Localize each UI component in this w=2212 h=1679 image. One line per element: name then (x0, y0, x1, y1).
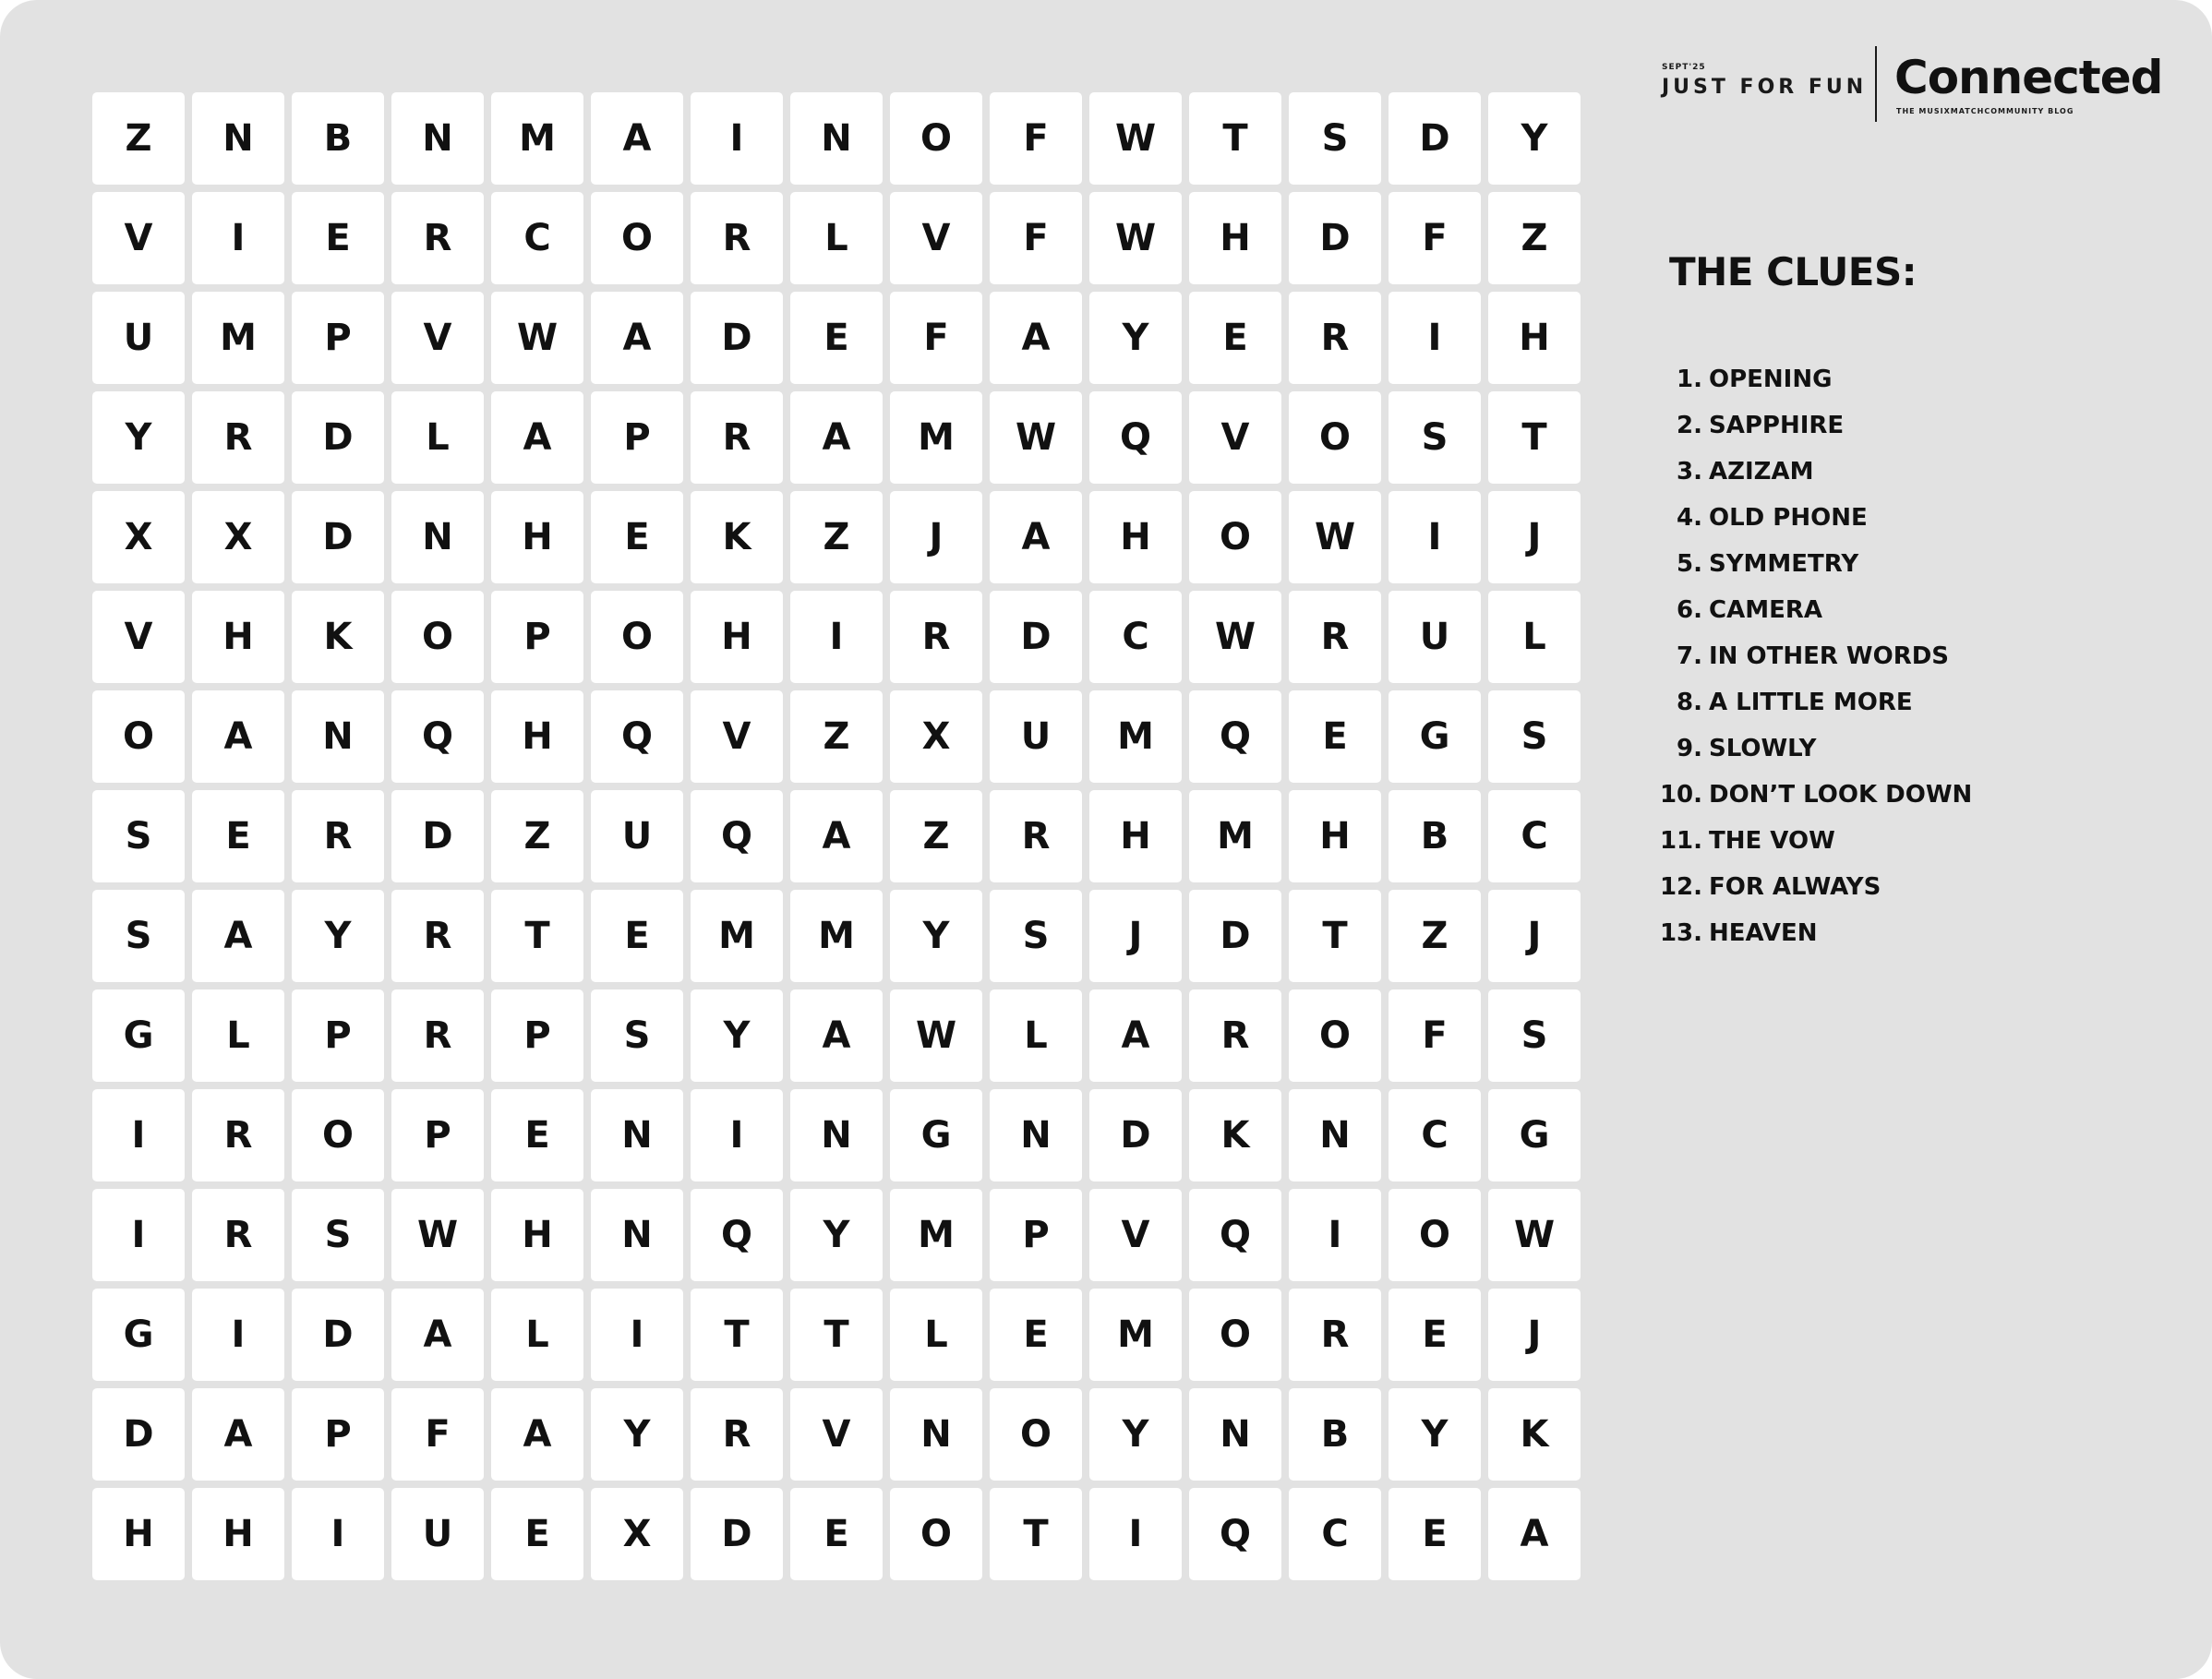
grid-cell-r7-c2[interactable]: A (192, 690, 284, 783)
grid-cell-r12-c5[interactable]: H (491, 1189, 583, 1281)
grid-cell-r2-c1[interactable]: V (92, 192, 185, 284)
grid-cell-r14-c12[interactable]: N (1189, 1388, 1281, 1481)
grid-cell-r12-c7[interactable]: Q (691, 1189, 783, 1281)
grid-cell-r4-c6[interactable]: P (591, 391, 683, 484)
grid-cell-r13-c14[interactable]: E (1389, 1289, 1481, 1381)
grid-cell-r13-c11[interactable]: M (1089, 1289, 1182, 1381)
grid-cell-r10-c7[interactable]: Y (691, 989, 783, 1082)
grid-cell-r13-c10[interactable]: E (990, 1289, 1082, 1381)
grid-cell-r15-c8[interactable]: E (790, 1488, 883, 1580)
grid-cell-r2-c2[interactable]: I (192, 192, 284, 284)
grid-cell-r6-c14[interactable]: U (1389, 591, 1481, 683)
grid-cell-r13-c2[interactable]: I (192, 1289, 284, 1381)
grid-cell-r2-c9[interactable]: V (890, 192, 982, 284)
grid-cell-r14-c4[interactable]: F (391, 1388, 484, 1481)
grid-cell-r9-c8[interactable]: M (790, 890, 883, 982)
grid-cell-r12-c11[interactable]: V (1089, 1189, 1182, 1281)
grid-cell-r8-c1[interactable]: S (92, 790, 185, 882)
grid-cell-r7-c3[interactable]: N (292, 690, 384, 783)
clue-text: FOR ALWAYS (1709, 873, 1881, 901)
clue-item (1653, 818, 2170, 864)
clue-item (1653, 910, 2170, 956)
grid-cell-r8-c4[interactable]: D (391, 790, 484, 882)
clue-text: AZIZAM (1709, 458, 1814, 486)
grid-cell-r9-c4[interactable]: R (391, 890, 484, 982)
grid-cell-r1-c1[interactable]: Z (92, 92, 185, 185)
grid-cell-r8-c2[interactable]: E (192, 790, 284, 882)
clue-text: A LITTLE MORE (1709, 689, 1913, 716)
clue-text: THE VOW (1709, 827, 1835, 855)
grid-cell-r7-c5[interactable]: H (491, 690, 583, 783)
grid-cell-r12-c14[interactable]: O (1389, 1189, 1481, 1281)
grid-cell-r13-c1[interactable]: G (92, 1289, 185, 1381)
grid-cell-r4-c3[interactable]: D (292, 391, 384, 484)
grid-cell-r9-c11[interactable]: J (1089, 890, 1182, 982)
grid-cell-r3-c15[interactable]: H (1488, 292, 1581, 384)
grid-cell-r12-c10[interactable]: P (990, 1189, 1082, 1281)
grid-cell-r3-c8[interactable]: E (790, 292, 883, 384)
grid-cell-r6-c8[interactable]: I (790, 591, 883, 683)
grid-cell-r10-c14[interactable]: F (1389, 989, 1481, 1082)
grid-cell-r11-c14[interactable]: C (1389, 1089, 1481, 1181)
grid-cell-r6-c13[interactable]: R (1289, 591, 1381, 683)
grid-cell-r3-c5[interactable]: W (491, 292, 583, 384)
grid-cell-r3-c11[interactable]: Y (1089, 292, 1182, 384)
grid-cell-r3-c1[interactable]: U (92, 292, 185, 384)
clue-item (1653, 356, 2170, 402)
grid-cell-r11-c13[interactable]: N (1289, 1089, 1381, 1181)
grid-cell-r6-c6[interactable]: O (591, 591, 683, 683)
clue-text: SYMMETRY (1709, 550, 1859, 578)
grid-cell-r10-c10[interactable]: L (990, 989, 1082, 1082)
grid-cell-r9-c1[interactable]: S (92, 890, 185, 982)
grid-cell-r3-c10[interactable]: A (990, 292, 1082, 384)
grid-cell-r13-c12[interactable]: O (1189, 1289, 1281, 1381)
grid-cell-r8-c11[interactable]: H (1089, 790, 1182, 882)
clue-item (1653, 495, 2170, 541)
clue-item (1653, 679, 2170, 726)
clue-text: SLOWLY (1709, 735, 1817, 762)
clue-number: 8. (1677, 689, 1702, 716)
grid-cell-r9-c10[interactable]: S (990, 890, 1082, 982)
grid-cell-r4-c15[interactable]: T (1488, 391, 1581, 484)
grid-cell-r1-c10[interactable]: F (990, 92, 1082, 185)
grid-cell-r7-c11[interactable]: M (1089, 690, 1182, 783)
clue-item (1653, 587, 2170, 633)
grid-cell-r1-c6[interactable]: A (591, 92, 683, 185)
clue-number: 6. (1677, 596, 1702, 624)
grid-cell-r12-c1[interactable]: I (92, 1189, 185, 1281)
grid-cell-r13-c6[interactable]: I (591, 1289, 683, 1381)
grid-cell-r7-c1[interactable]: O (92, 690, 185, 783)
grid-cell-r6-c2[interactable]: H (192, 591, 284, 683)
clue-text: IN OTHER WORDS (1709, 642, 1950, 670)
grid-cell-r3-c14[interactable]: I (1389, 292, 1481, 384)
grid-cell-r2-c6[interactable]: O (591, 192, 683, 284)
grid-cell-r10-c15[interactable]: S (1488, 989, 1581, 1082)
grid-cell-r12-c6[interactable]: N (591, 1189, 683, 1281)
clue-number: 4. (1677, 504, 1702, 532)
grid-cell-r15-c1[interactable]: H (92, 1488, 185, 1580)
clue-item (1653, 633, 2170, 679)
grid-cell-r8-c5[interactable]: Z (491, 790, 583, 882)
grid-cell-r15-c14[interactable]: E (1389, 1488, 1481, 1580)
grid-cell-r6-c10[interactable]: D (990, 591, 1082, 683)
grid-cell-r9-c6[interactable]: E (591, 890, 683, 982)
grid-cell-r9-c7[interactable]: M (691, 890, 783, 982)
clue-number: 9. (1677, 735, 1702, 762)
grid-cell-r1-c2[interactable]: N (192, 92, 284, 185)
grid-cell-r5-c4[interactable]: N (391, 491, 484, 583)
grid-cell-r11-c8[interactable]: N (790, 1089, 883, 1181)
grid-cell-r11-c1[interactable]: I (92, 1089, 185, 1181)
grid-cell-r1-c5[interactable]: M (491, 92, 583, 185)
grid-cell-r11-c6[interactable]: N (591, 1089, 683, 1181)
grid-cell-r1-c12[interactable]: T (1189, 92, 1281, 185)
grid-cell-r15-c11[interactable]: I (1089, 1488, 1182, 1580)
clue-number: 5. (1677, 550, 1702, 578)
grid-cell-r6-c9[interactable]: R (890, 591, 982, 683)
clue-item (1653, 772, 2170, 818)
clue-number: 12. (1659, 873, 1702, 901)
clue-item (1653, 726, 2170, 772)
grid-cell-r14-c3[interactable]: P (292, 1388, 384, 1481)
grid-cell-r10-c1[interactable]: G (92, 989, 185, 1082)
clue-number: 7. (1677, 642, 1702, 670)
grid-cell-r1-c7[interactable]: I (691, 92, 783, 185)
grid-cell-r7-c13[interactable]: E (1289, 690, 1381, 783)
grid-cell-r9-c3[interactable]: Y (292, 890, 384, 982)
grid-cell-r7-c7[interactable]: V (691, 690, 783, 783)
grid-cell-r5-c8[interactable]: Z (790, 491, 883, 583)
grid-cell-r4-c12[interactable]: V (1189, 391, 1281, 484)
grid-cell-r14-c1[interactable]: D (92, 1388, 185, 1481)
grid-cell-r5-c2[interactable]: X (192, 491, 284, 583)
grid-cell-r13-c3[interactable]: D (292, 1289, 384, 1381)
clues-title: THE CLUES: (1669, 249, 1917, 294)
grid-cell-r4-c14[interactable]: S (1389, 391, 1481, 484)
word-search-grid (92, 92, 1581, 1580)
grid-cell-r6-c15[interactable]: L (1488, 591, 1581, 683)
grid-cell-r8-c13[interactable]: H (1289, 790, 1381, 882)
grid-cell-r8-c12[interactable]: M (1189, 790, 1281, 882)
grid-cell-r8-c10[interactable]: R (990, 790, 1082, 882)
grid-cell-r12-c8[interactable]: Y (790, 1189, 883, 1281)
grid-cell-r2-c3[interactable]: E (292, 192, 384, 284)
grid-cell-r5-c10[interactable]: A (990, 491, 1082, 583)
grid-cell-r10-c11[interactable]: A (1089, 989, 1182, 1082)
grid-cell-r15-c9[interactable]: O (890, 1488, 982, 1580)
grid-cell-r2-c5[interactable]: C (491, 192, 583, 284)
grid-cell-r5-c12[interactable]: O (1189, 491, 1281, 583)
clue-item (1653, 402, 2170, 449)
grid-cell-r9-c14[interactable]: Z (1389, 890, 1481, 982)
clue-number: 11. (1659, 827, 1702, 855)
header-divider (1875, 46, 1877, 122)
grid-cell-r2-c15[interactable]: Z (1488, 192, 1581, 284)
grid-cell-r14-c2[interactable]: A (192, 1388, 284, 1481)
grid-cell-r13-c8[interactable]: T (790, 1289, 883, 1381)
grid-cell-r4-c8[interactable]: A (790, 391, 883, 484)
grid-cell-r12-c13[interactable]: I (1289, 1189, 1381, 1281)
grid-cell-r14-c15[interactable]: K (1488, 1388, 1581, 1481)
grid-cell-r5-c3[interactable]: D (292, 491, 384, 583)
grid-cell-r1-c15[interactable]: Y (1488, 92, 1581, 185)
grid-cell-r7-c9[interactable]: X (890, 690, 982, 783)
grid-cell-r11-c2[interactable]: R (192, 1089, 284, 1181)
clue-text: DON’T LOOK DOWN (1709, 781, 1973, 809)
grid-cell-r1-c4[interactable]: N (391, 92, 484, 185)
grid-cell-r9-c5[interactable]: T (491, 890, 583, 982)
brand-subtitle: THE MUSIXMATCHCOMMUNITY BLOG (1896, 107, 2074, 115)
clue-text: HEAVEN (1709, 919, 1818, 947)
grid-cell-r13-c4[interactable]: A (391, 1289, 484, 1381)
grid-cell-r6-c5[interactable]: P (491, 591, 583, 683)
grid-cell-r1-c9[interactable]: O (890, 92, 982, 185)
grid-cell-r5-c14[interactable]: I (1389, 491, 1481, 583)
grid-cell-r8-c15[interactable]: C (1488, 790, 1581, 882)
grid-cell-r3-c12[interactable]: E (1189, 292, 1281, 384)
grid-cell-r1-c3[interactable]: B (292, 92, 384, 185)
grid-cell-r2-c7[interactable]: R (691, 192, 783, 284)
grid-cell-r2-c14[interactable]: F (1389, 192, 1481, 284)
clue-text: CAMERA (1709, 596, 1822, 624)
grid-cell-r14-c14[interactable]: Y (1389, 1388, 1481, 1481)
grid-cell-r12-c12[interactable]: Q (1189, 1189, 1281, 1281)
grid-cell-r10-c8[interactable]: A (790, 989, 883, 1082)
grid-cell-r12-c2[interactable]: R (192, 1189, 284, 1281)
grid-cell-r15-c5[interactable]: E (491, 1488, 583, 1580)
grid-cell-r6-c12[interactable]: W (1189, 591, 1281, 683)
clue-list (1653, 356, 2170, 956)
grid-cell-r14-c9[interactable]: N (890, 1388, 982, 1481)
grid-cell-r6-c4[interactable]: O (391, 591, 484, 683)
grid-cell-r9-c12[interactable]: D (1189, 890, 1281, 982)
clue-item (1653, 449, 2170, 495)
clue-number: 1. (1677, 366, 1702, 393)
grid-cell-r4-c13[interactable]: O (1289, 391, 1381, 484)
grid-cell-r7-c10[interactable]: U (990, 690, 1082, 783)
grid-cell-r10-c13[interactable]: O (1289, 989, 1381, 1082)
grid-cell-r2-c13[interactable]: D (1289, 192, 1381, 284)
grid-cell-r3-c13[interactable]: R (1289, 292, 1381, 384)
grid-cell-r2-c11[interactable]: W (1089, 192, 1182, 284)
issue-date: SEPT'25 (1662, 63, 1706, 72)
grid-cell-r15-c2[interactable]: H (192, 1488, 284, 1580)
grid-cell-r5-c15[interactable]: J (1488, 491, 1581, 583)
grid-cell-r13-c5[interactable]: L (491, 1289, 583, 1381)
grid-cell-r15-c3[interactable]: I (292, 1488, 384, 1580)
grid-cell-r4-c11[interactable]: Q (1089, 391, 1182, 484)
grid-cell-r11-c9[interactable]: G (890, 1089, 982, 1181)
grid-cell-r5-c1[interactable]: X (92, 491, 185, 583)
grid-cell-r9-c15[interactable]: J (1488, 890, 1581, 982)
clue-text: OPENING (1709, 366, 1833, 393)
grid-cell-r15-c7[interactable]: D (691, 1488, 783, 1580)
grid-cell-r8-c8[interactable]: A (790, 790, 883, 882)
grid-cell-r2-c12[interactable]: H (1189, 192, 1281, 284)
grid-cell-r14-c10[interactable]: O (990, 1388, 1082, 1481)
clue-number: 3. (1677, 458, 1702, 486)
grid-cell-r10-c3[interactable]: P (292, 989, 384, 1082)
grid-cell-r11-c5[interactable]: E (491, 1089, 583, 1181)
grid-cell-r4-c4[interactable]: L (391, 391, 484, 484)
grid-cell-r1-c11[interactable]: W (1089, 92, 1182, 185)
grid-cell-r14-c13[interactable]: B (1289, 1388, 1381, 1481)
grid-cell-r7-c12[interactable]: Q (1189, 690, 1281, 783)
grid-cell-r11-c3[interactable]: O (292, 1089, 384, 1181)
grid-cell-r6-c7[interactable]: H (691, 591, 783, 683)
grid-cell-r8-c6[interactable]: U (591, 790, 683, 882)
grid-cell-r13-c13[interactable]: R (1289, 1289, 1381, 1381)
grid-cell-r4-c5[interactable]: A (491, 391, 583, 484)
grid-cell-r4-c7[interactable]: R (691, 391, 783, 484)
grid-cell-r8-c14[interactable]: B (1389, 790, 1481, 882)
grid-cell-r7-c8[interactable]: Z (790, 690, 883, 783)
grid-cell-r2-c8[interactable]: L (790, 192, 883, 284)
clue-item (1653, 541, 2170, 587)
grid-cell-r11-c12[interactable]: K (1189, 1089, 1281, 1181)
grid-cell-r7-c14[interactable]: G (1389, 690, 1481, 783)
grid-cell-r7-c15[interactable]: S (1488, 690, 1581, 783)
clue-number: 13. (1659, 919, 1702, 947)
grid-cell-r5-c7[interactable]: K (691, 491, 783, 583)
grid-cell-r6-c3[interactable]: K (292, 591, 384, 683)
grid-cell-r6-c1[interactable]: V (92, 591, 185, 683)
grid-cell-r8-c9[interactable]: Z (890, 790, 982, 882)
grid-cell-r5-c5[interactable]: H (491, 491, 583, 583)
grid-cell-r15-c6[interactable]: X (591, 1488, 683, 1580)
grid-cell-r15-c15[interactable]: A (1488, 1488, 1581, 1580)
grid-cell-r1-c14[interactable]: D (1389, 92, 1481, 185)
grid-cell-r15-c10[interactable]: T (990, 1488, 1082, 1580)
grid-cell-r12-c4[interactable]: W (391, 1189, 484, 1281)
grid-cell-r8-c3[interactable]: R (292, 790, 384, 882)
grid-cell-r11-c11[interactable]: D (1089, 1089, 1182, 1181)
clue-text: OLD PHONE (1709, 504, 1868, 532)
grid-cell-r13-c9[interactable]: L (890, 1289, 982, 1381)
grid-cell-r3-c9[interactable]: F (890, 292, 982, 384)
grid-cell-r6-c11[interactable]: C (1089, 591, 1182, 683)
grid-cell-r7-c6[interactable]: Q (591, 690, 683, 783)
grid-cell-r11-c15[interactable]: G (1488, 1089, 1581, 1181)
grid-cell-r14-c7[interactable]: R (691, 1388, 783, 1481)
grid-cell-r9-c13[interactable]: T (1289, 890, 1381, 982)
grid-cell-r1-c13[interactable]: S (1289, 92, 1381, 185)
grid-cell-r5-c11[interactable]: H (1089, 491, 1182, 583)
grid-cell-r12-c3[interactable]: S (292, 1189, 384, 1281)
grid-cell-r11-c4[interactable]: P (391, 1089, 484, 1181)
clue-number: 10. (1659, 781, 1702, 809)
grid-cell-r2-c10[interactable]: F (990, 192, 1082, 284)
grid-cell-r9-c9[interactable]: Y (890, 890, 982, 982)
grid-cell-r3-c3[interactable]: P (292, 292, 384, 384)
grid-cell-r15-c13[interactable]: C (1289, 1488, 1381, 1580)
grid-cell-r10-c6[interactable]: S (591, 989, 683, 1082)
grid-cell-r12-c15[interactable]: W (1488, 1189, 1581, 1281)
grid-cell-r15-c4[interactable]: U (391, 1488, 484, 1580)
grid-cell-r10-c4[interactable]: R (391, 989, 484, 1082)
grid-cell-r10-c5[interactable]: P (491, 989, 583, 1082)
header (1662, 46, 2179, 122)
grid-cell-r3-c2[interactable]: M (192, 292, 284, 384)
grid-cell-r4-c9[interactable]: M (890, 391, 982, 484)
grid-cell-r14-c6[interactable]: Y (591, 1388, 683, 1481)
grid-cell-r11-c7[interactable]: I (691, 1089, 783, 1181)
grid-cell-r10-c12[interactable]: R (1189, 989, 1281, 1082)
grid-cell-r14-c8[interactable]: V (790, 1388, 883, 1481)
grid-cell-r9-c2[interactable]: A (192, 890, 284, 982)
grid-cell-r8-c7[interactable]: Q (691, 790, 783, 882)
grid-cell-r15-c12[interactable]: Q (1189, 1488, 1281, 1580)
brand-logo: Connected (1894, 51, 2163, 104)
grid-cell-r13-c15[interactable]: J (1488, 1289, 1581, 1381)
section-label: JUST FOR FUN (1662, 76, 1868, 99)
grid-cell-r5-c6[interactable]: E (591, 491, 683, 583)
grid-cell-r5-c9[interactable]: J (890, 491, 982, 583)
grid-cell-r10-c9[interactable]: W (890, 989, 982, 1082)
grid-cell-r12-c9[interactable]: M (890, 1189, 982, 1281)
grid-cell-r5-c13[interactable]: W (1289, 491, 1381, 583)
grid-cell-r14-c5[interactable]: A (491, 1388, 583, 1481)
grid-cell-r14-c11[interactable]: Y (1089, 1388, 1182, 1481)
grid-cell-r3-c7[interactable]: D (691, 292, 783, 384)
grid-cell-r3-c6[interactable]: A (591, 292, 683, 384)
grid-cell-r2-c4[interactable]: R (391, 192, 484, 284)
grid-cell-r13-c7[interactable]: T (691, 1289, 783, 1381)
grid-cell-r7-c4[interactable]: Q (391, 690, 484, 783)
grid-cell-r3-c4[interactable]: V (391, 292, 484, 384)
clue-item (1653, 864, 2170, 910)
grid-cell-r10-c2[interactable]: L (192, 989, 284, 1082)
grid-cell-r11-c10[interactable]: N (990, 1089, 1082, 1181)
grid-cell-r4-c10[interactable]: W (990, 391, 1082, 484)
clue-text: SAPPHIRE (1709, 412, 1845, 439)
grid-cell-r1-c8[interactable]: N (790, 92, 883, 185)
grid-cell-r4-c1[interactable]: Y (92, 391, 185, 484)
clue-number: 2. (1677, 412, 1702, 439)
grid-cell-r4-c2[interactable]: R (192, 391, 284, 484)
